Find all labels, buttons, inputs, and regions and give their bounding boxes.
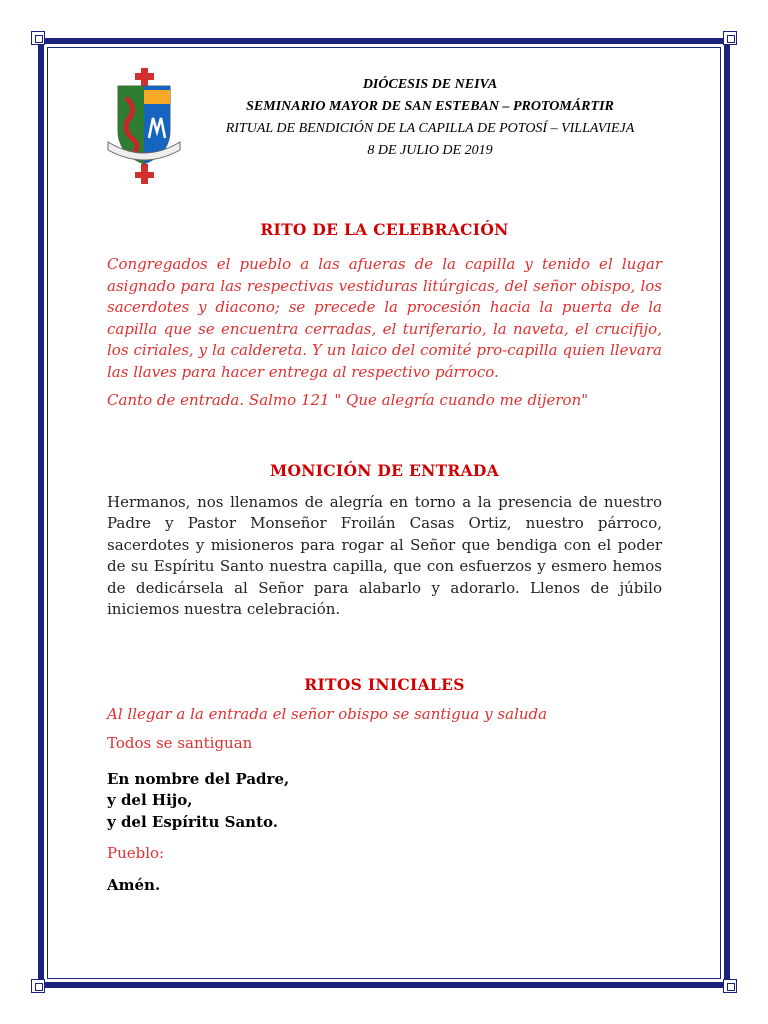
entrance-song: Canto de entrada. Salmo 121 " Que alegría cuando me dijeron" <box>107 391 589 409</box>
border-corner-ornament <box>31 979 45 993</box>
border-corner-ornament <box>31 31 45 45</box>
header-seminary: SEMINARIO MAYOR DE SAN ESTEBAN – PROTOMÁRTIR <box>246 99 614 114</box>
rubric-paragraph: Congregados el pueblo a las afueras de la capilla y tenido el lugar asignado para las respectivas vestiduras litúrgicas, del señor obispo, los sacerdotes y diacono; se precede la procesión hacia la puerta de la capilla que se encuentra cerradas, el turiferario, la naveta, el crucifijo, los ciriales, y la caldereta. Y un laico del comité pro-capilla quien llevara las llaves para hacer entrega al respectivo párroco. <box>107 255 662 381</box>
rubric-all-sign: Todos se santiguan <box>107 734 253 752</box>
prayer-line-son: y del Hijo, <box>107 791 193 809</box>
document-body <box>107 220 662 896</box>
seminary-coat-of-arms-logo <box>104 68 184 184</box>
prayer-line-father: En nombre del Padre, <box>107 769 290 788</box>
border-corner-ornament <box>723 979 737 993</box>
prayer-line-spirit: y del Espíritu Santo. <box>107 812 278 831</box>
header-date: 8 DE JULIO DE 2019 <box>367 143 493 158</box>
section-title-rito: RITO DE LA CELEBRACIÓN <box>260 220 509 239</box>
border-corner-ornament <box>723 31 737 45</box>
section-title-ritos-iniciales: RITOS INICIALES <box>304 674 465 694</box>
header-ritual-title: RITUAL DE BENDICIÓN DE LA CAPILLA DE POTOSÍ – VILLAVIEJA <box>225 121 635 136</box>
section-title-monicion: MONICIÓN DE ENTRADA <box>270 460 499 480</box>
document-header <box>190 74 670 162</box>
header-diocese: DIÓCESIS DE NEIVA <box>362 77 498 92</box>
response-amen: Amén. <box>107 875 161 894</box>
label-people: Pueblo: <box>107 844 165 862</box>
monicion-paragraph: Hermanos, nos llenamos de alegría en torno a la presencia de nuestro Padre y Pastor Monseñor Froilán Casas Ortiz, nuestro párroco, sacerdotes y misioneros para rogar al Señor que bendiga con el poder de su Espíritu Santo nuestra capilla, que con esfuerzos y esmero hemos de dedicársela al Señor para alabarlo y adorarlo. Llenos de júbilo iniciemos nuestra celebración. <box>107 492 662 618</box>
rubric-bishop-greeting: Al llegar a la entrada el señor obispo se santigua y saluda <box>107 704 548 723</box>
